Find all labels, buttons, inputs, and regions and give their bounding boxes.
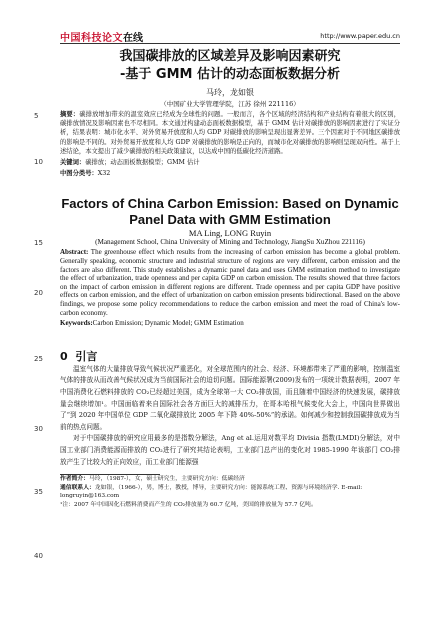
- chinese-clc: [60, 169, 400, 178]
- site-logo[interactable]: [60, 30, 143, 42]
- chinese-authors: 马玲，龙如银: [206, 88, 254, 97]
- paper-page: [60, 48, 400, 509]
- english-affiliation: (Management School, China University of Mining and Technology, JiangSu XuZhou 221116): [95, 238, 365, 247]
- logo-text-black: 在线: [123, 32, 143, 44]
- chinese-title-line: 我国碳排放的区域差异及影响因素研究: [119, 49, 341, 64]
- english-keywords: [60, 319, 400, 328]
- footnote-text: 龙如银，（1966-），男，博士，教授，博导，主要研究方向：能源系统工程、资源与环境经济学. E-mail: longruyin@163.com: [60, 484, 363, 500]
- footnote-label: 通信联系人：: [60, 484, 95, 491]
- abstract-text: 碳排放增加带来的温室效应已经成为全球性的问题。一般而言，各个区域的经济结构和产业结构有着很大的区别，碳排放情况及影响因素也不尽相同。本文通过构建动态面板数据模型，基于 GMM 估计对碳排放的影响因素进行了实证分析，结果表明：城市化水平、对外贸易开放度和人均 GDP 对碳排放的影响呈现出显著差异。三个因素对于不同地区碳排放的影响是不同的。对外贸易开放度和人均 GDP 对碳排放的影响是正向的，而城市化对碳排放的影响则呈现双向性。基于上述结论，本文提出了减少碳排放的相关政策建议，以达成中国的低碳化经济道路。: [60, 111, 401, 155]
- site-url[interactable]: http://www.paper.edu.cn: [320, 32, 400, 40]
- line-number: 35: [34, 488, 43, 496]
- header-divider: [60, 43, 400, 44]
- keywords-label: 关键词：: [60, 159, 86, 167]
- keywords-label: Keywords:: [60, 319, 93, 328]
- chinese-affiliation: （中国矿业大学管理学院，江苏 徐州 221116）: [160, 100, 300, 108]
- keywords-text: 碳排放；动态面板数据模型；GMM 估计: [85, 159, 200, 167]
- footnote-contact: [60, 484, 400, 501]
- chinese-title: [60, 48, 400, 84]
- abstract-label: Abstract:: [60, 248, 89, 257]
- section-title: 引言: [75, 349, 98, 363]
- english-authors: MA Ling, LONG Ruyin: [188, 228, 272, 239]
- abstract-label: 摘要：: [60, 111, 80, 118]
- line-number: 30: [34, 425, 43, 433]
- logo-text-red: 中国科技论文: [60, 32, 123, 44]
- line-number: 40: [34, 552, 43, 560]
- chinese-title-line: -基于 GMM 估计的动态面板数据分析: [120, 67, 340, 82]
- page-header: [0, 0, 440, 44]
- clc-value: X32: [97, 170, 111, 178]
- english-title: [60, 196, 400, 228]
- line-number: 20: [34, 289, 43, 297]
- footnote-text: 马玲，（1987-），女，硕士研究生，主要研究方向：低碳经济: [89, 476, 245, 483]
- chinese-keywords: [60, 158, 400, 167]
- abstract-text: The greenhouse effect which results from the increasing of carbon emission has become a global problem. Generally speaking, economic structure and industrial structure of regions are very different, carbon emission and the factors are also different. This study establishes a dynamic panel data and uses GMM estimation method to investigate the effect of urbanization, trade openness and per capita GDP on carbon emission. The results showed that three factors on the impact of carbon emission in different regions are different. Trade openness and per capita GDP have positive effects on carbon emission, and the effect of urbanization on carbon emission presents bidirectional. Based on the above findings, we propose some policy recommendations to reduce the carbon emission and meet the road of China's low-carbon economy.: [60, 248, 401, 317]
- clc-label: 中图分类号：: [60, 170, 98, 178]
- section-heading: [60, 348, 400, 364]
- footnote-author: [60, 475, 400, 484]
- section-number: 0: [60, 349, 68, 363]
- line-number: 10: [34, 158, 43, 166]
- body-paragraph: 对于中国碳排放的研究应用最多的是指数分解法，Ang et al.运用对数平均 Divisia 指数(LMDI)分解法，对中国工业部门消费能源而排放的 CO₂进行了研究其结论表明，工业部门总产出的变化对 1985-1990 年该部门 CO₂排放产生了比较大的正向效应，而工业部门能源强: [60, 434, 400, 466]
- english-title-line: Factors of China Carbon Emission: Based on Dynamic: [61, 196, 399, 212]
- keywords-text: Carbon Emission; Dynamic Model; GMM Estimation: [92, 319, 244, 328]
- line-number: 15: [34, 239, 43, 247]
- english-abstract: [60, 248, 400, 317]
- chinese-abstract: [60, 110, 400, 156]
- footnote-label: 作者简介：: [60, 476, 89, 483]
- body-paragraph: 温室气体的大量排放导致气候状况严重恶化，对全球范围内的社会、经济、环境都带来了严重的影响，控制温室气体的排放从而改善气候状况成为当前国际社会的迫切问题。国际能源署(2009)发布的一项统计数据表明，2007 年中国消费化石燃料排放的 CO₂已经超过美国，成为全球第一大 CO₂排放国，而且随着中国经济的快速发展，碳排放量会继续增加¹。中国面临着来自国际社会各方面巨大的减排压力，在哥本哈根气候变化大会上，中国向世界做出了“到 2020 年中国单位 GDP 二氧化碳排放比 2005 年下降 40%-50%”的承诺。如何减少和控制我国碳排放成为当前的热点问题。: [60, 364, 400, 431]
- footnote-note: ¹注：2007 年中国因化石燃料消费而产生的 CO₂排放量为 60.7 亿吨，美国的排放量为 57.7 亿吨。: [60, 501, 317, 508]
- line-number: 25: [34, 355, 43, 363]
- english-title-line: Panel Data with GMM Estimation: [129, 212, 331, 228]
- line-number: 5: [34, 112, 39, 120]
